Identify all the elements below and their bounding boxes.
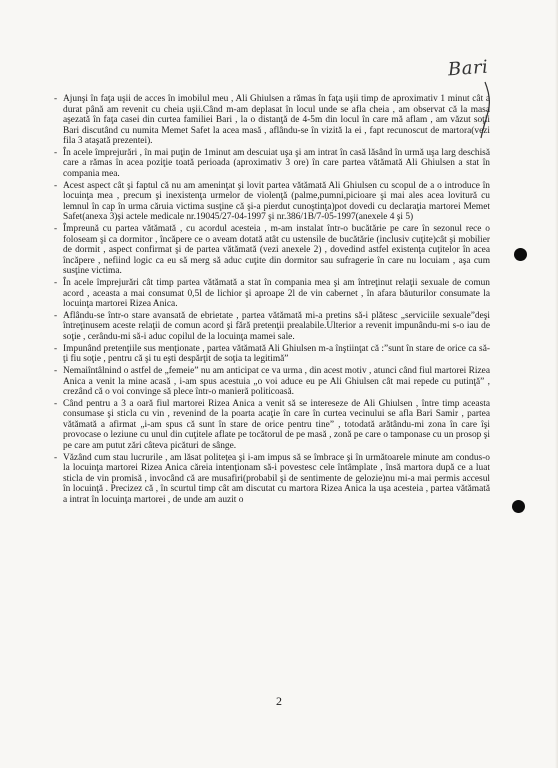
paragraph: - Aflându-se într-o stare avansată de ebrietate , partea vătămată mi-a pretins să-i plătesc „serviciile sexuale”deşi întreţinusem aceste relaţii de comun acord şi fără pretenţii prealabile.Ulterior a revenit impunându-mi s-o iau de soţie , cerându-mi să-i aduc copilul de la locuinţa mamei sale.	[54, 311, 490, 343]
paragraph: - Ajunşi în faţa uşii de acces în imobilul meu , Ali Ghiulsen a rămas în faţa uşii timp de aproximativ 1 minut cât a durat până am revenit cu cheia uşii.Când m-am deplasat în locul unde se afla cheia , am observat că la masa aşezată în faţa casei din curtea familiei Bari , la o distanţă de 4-5m din locul în care mă aflam , am văzut soţii Bari discutând cu numita Memet Safet la acea masă , aflându-se în vizită la ei , fapt recunoscut de martora(vezi fila 3 ataşată prezentei).	[54, 94, 490, 147]
paragraph: - Impunând pretenţiile sus menţionate , partea vătămată Ali Ghiulsen m-a înştiinţat că :”sunt în stare de orice ca să-ţi fiu soţie , pentru că şi tu eşti despărţit de soţia ta legitimă”	[54, 344, 490, 365]
page-number: 2	[276, 694, 282, 708]
punch-hole	[512, 500, 525, 513]
paragraph: - În acele împrejurări cât timp partea vătămată a stat în compania mea şi am întreţinut relaţii sexuale de comun acord , aceasta a mai consumat 0,5l de lichior şi aproape 2l de vin cabernet , în afara băuturilor consumate la locuinţa martorei Rizea Anica.	[54, 278, 490, 310]
paragraph: - Când pentru a 3 a oară fiul martorei Rizea Anica a venit să se intereseze de Ali Ghiulsen , între timp aceasta consumase şi sticla cu vin , revenind de la poarta acaţie în care în curtea vecinului se afla Bari Samir , partea vătămată a afirmat „i-am spus că sunt în stare de orice pentru tine” , totodată arătându-mi zona în care îşi provocase o leziune cu unul din cuţitele aflate pe tocătorul de pe masă , zonă pe care o tamponase cu un prosop şi pe care am putut zări câteva picături de sânge.	[54, 399, 490, 452]
handwritten-signature: Bari	[447, 56, 490, 81]
paragraph: - Acest aspect cât şi faptul că nu am ameninţat şi lovit partea vătămată Ali Ghiulsen cu scopul de a o introduce în locuinţa mea , precum şi inexistenţa urmelor de violenţă (palme,pumni,picioare şi mai ales acea lovitură cu lemnul în cap în urma căruia victima susţine că şi-a pierdut cunoştinţa)pot dovedi cu declaraţia martorei Memet Safet(anexa 3)şi actele medicale nr.19045/27-04-1997 şi nr.386/1B/7-05-1997(anexele 4 şi 5)	[54, 181, 490, 223]
paragraph: - Împreună cu partea vătămată , cu acordul acesteia , m-am instalat într-o bucătărie pe care în sezonul rece o foloseam şi ca dormitor , încăpere ce o aveam dotată atât cu ustensile de bucătărie (inclusiv cuţite)cât şi mobilier de dormit , aspect confirmat şi de partea vătămată (vezi anexele 2) , dovedind astfel existenţa cuţitelor în acea încăpere , nefiind logic ca eu să merg să aduc cuţite din dormitor sau sufragerie în care nu locuiam , aşa cum susţine victima.	[54, 224, 490, 277]
paragraph: - Nemaiîntâlnind o astfel de „femeie” nu am anticipat ce va urma , din acest motiv , atunci când fiul martorei Rizea Anica a venit la mine acasă , i-am spus acestuia „o voi aduce eu pe Ali Ghiulsen cât mai repede cu putinţă” , crezând că o voi convinge să plece într-o manieră politicoasă.	[54, 366, 490, 398]
paragraph: - În acele împrejurări , în mai puţin de 1minut am descuiat uşa şi am intrat în casă lăsând în urmă uşa larg deschisă care a rămas în acea poziţie toată perioada (aproximativ 3 ore) în care partea vătămată Ali Ghiulsen a stat în compania mea.	[54, 148, 490, 180]
declaration-text	[54, 94, 490, 507]
punch-hole	[514, 248, 527, 261]
paragraph: - Văzând cum stau lucrurile , am lăsat politeţea şi i-am impus să se îmbrace şi în următoarele minute am condus-o la locuinţa martorei Rizea Anica căreia intenţionam să-i povestesc cele întâmplate , însă martora după ce a luat sticla de vin promisă , invocând că are musafiri(probabil şi de sentimente de gelozie)nu mi-a mai permis accesul în locuinţă . Precizez că , în scurtul timp cât am discutat cu martora Rizea Anica la uşa acesteia , partea vătămată a intrat în locuinţa martorei , de unde am auzit o	[54, 453, 490, 506]
